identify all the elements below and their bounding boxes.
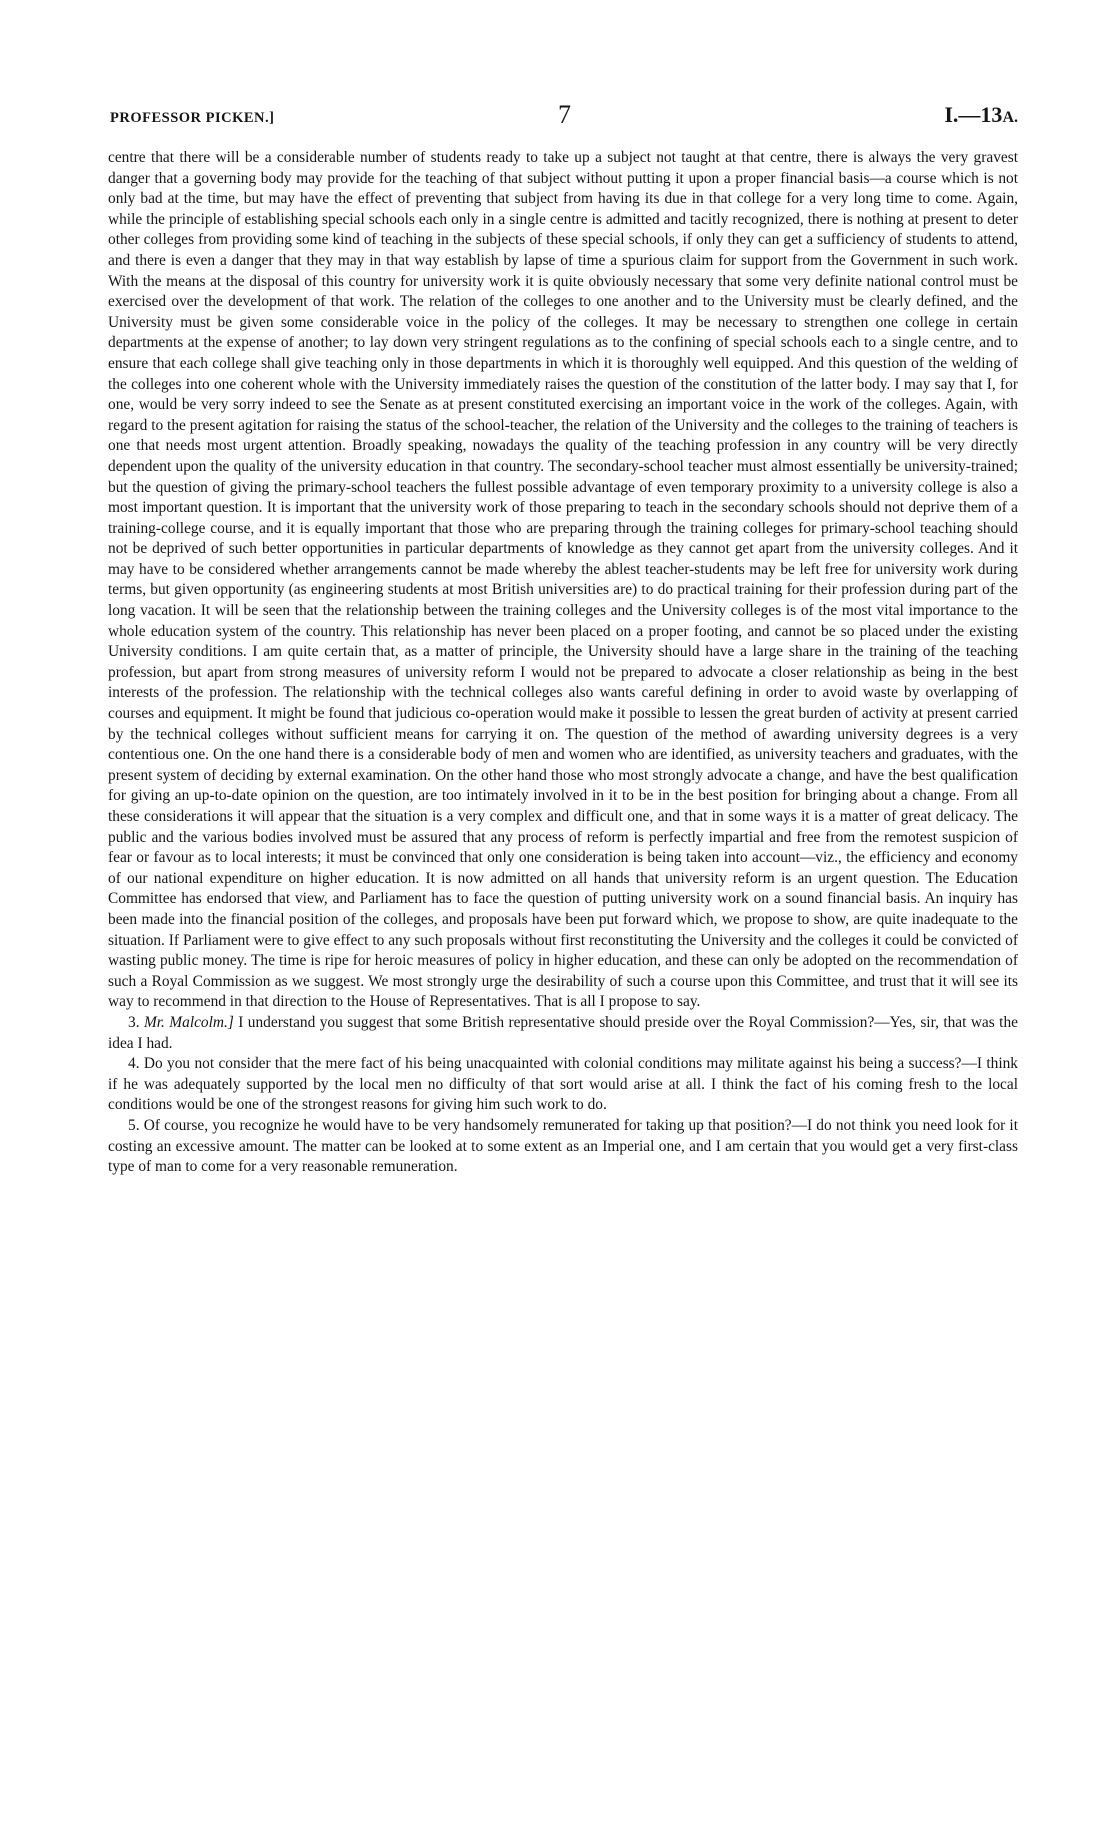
- document-reference-main: I.—13: [944, 102, 1003, 127]
- running-header: [108, 96, 1018, 136]
- qa-item: [108, 1054, 1018, 1116]
- qa-item: [108, 1013, 1018, 1054]
- qa-item: [108, 1116, 1018, 1178]
- main-paragraph: centre that there will be a considerable number of students ready to take up a subject not taught at that centre, there is always the very gravest danger that a governing body may provide for the teaching of that subject without putting it upon a proper financial basis—a course which is not only bad at the time, but may have the effect of preventing that subject from having its due in that college for a very long time to come. Again, while the principle of establishing special schools each only in a single centre is admitted and tacitly recognized, there is nothing at present to deter other colleges from providing some kind of teaching in the subjects of these special schools, if only they can get a sufficiency of students to attend, and there is even a danger that they may in that way establish by lapse of time a spurious claim for support from the Government in such work. With the means at the disposal of this country for university work it is quite obviously necessary that some very definite national control must be exercised over the development of that work. The relation of the colleges to one another and to the University must be clearly defined, and the University must be given some considerable voice in the policy of the colleges. It may be necessary to strengthen one college in certain departments at the expense of another; to lay down very stringent regulations as to the confining of special schools each to a single centre, and to ensure that each college shall give teaching only in those departments in which it is thoroughly well equipped. And this question of the welding of the colleges into one coherent whole with the University immediately raises the question of the constitution of the latter body. I may say that I, for one, would be very sorry indeed to see the Senate as at present constituted exercising an important voice in the work of the colleges. Again, with regard to the present agitation for raising the status of the school-teacher, the relation of the University and the colleges to the training of teachers is one that needs most urgent attention. Broadly speaking, nowadays the quality of the teaching profession in any country will be very directly dependent upon the quality of the university education in that country. The secondary-school teacher must almost essentially be university-trained; but the question of giving the primary-school teachers the fullest possible advantage of even temporary proximity to a university college is also a most important question. It is important that the university work of those preparing to teach in the secondary schools should not deprive them of a training-college course, and it is equally important that those who are preparing through the training colleges for primary-school teaching should not be deprived of such better opportunities in particular departments of knowledge as they cannot get apart from the university colleges. And it may have to be considered whether arrangements cannot be made whereby the ablest teacher-students may be left free for university work during terms, but given opportunity (as engineering students at most British universities are) to do practical training for their profession during part of the long vacation. It will be seen that the relationship between the training colleges and the University colleges is of the most vital importance to the whole education system of the country. This relationship has never been placed on a proper footing, and cannot be so placed under the existing University conditions. I am quite certain that, as a matter of principle, the University should have a large share in the training of the teaching profession, but apart from strong measures of university reform I would not be prepared to advocate a closer relationship as being in the best interests of the profession. The relationship with the technical colleges also wants careful defining in order to avoid waste by overlapping of courses and equipment. It might be found that judicious co-operation would make it possible to lessen the great burden of activity at present carried by the technical colleges without sufficient means for carrying it on. The question of the method of awarding university degrees is a very contentious one. On the one hand there is a considerable body of men and women who are identified, as university teachers and graduates, with the present system of deciding by external examination. On the other hand those who most strongly advocate a change, and have the best qualification for giving an up-to-date opinion on the question, are too intimately involved in it to be in the best position for bringing about a change. From all these considerations it will appear that the situation is a very complex and difficult one, and that in some ways it is a matter of great delicacy. The public and the various bodies involved must be assured that any process of reform is perfectly impartial and free from the remotest suspicion of fear or favour as to local interests; it must be convinced that only one consideration is being taken into account—viz., the efficiency and economy of our national expenditure on higher education. It is now admitted on all hands that university reform is an urgent question. The Education Committee has endorsed that view, and Parliament has to face the question of putting university work on a sound financial basis. An inquiry has been made into the financial position of the colleges, and proposals have been put forward which, we propose to show, are quite inadequate to the situation. If Parliament were to give effect to any such proposals without first reconstituting the University and the colleges it could be convicted of wasting public money. The time is ripe for heroic measures of policy in higher education, and these can only be adopted on the recommendation of such a Royal Commission as we suggest. We most strongly urge the desirability of such a course upon this Committee, and trust that it will see its way to recommend in that direction to the House of Representatives. That is all I propose to say.: [108, 149, 1018, 1011]
- document-reference: [944, 102, 1018, 128]
- qa-text: I understand you suggest that some British representative should preside over the Royal Commission?—Yes, sir, that was the idea I had.: [108, 1013, 1018, 1052]
- page-number: 7: [558, 100, 571, 129]
- qa-text: Of course, you recognize he would have to be very handsomely remunerated for taking up that position?—I do not think you need look for it costing an excessive amount. The matter can be looked at to some extent as an Imperial one, and I am certain that you would get a very first-class type of man to come for a very reasonable remuneration.: [108, 1116, 1018, 1176]
- header-speaker-name: PROFESSOR PICKEN.]: [110, 110, 275, 126]
- qa-number: 4.: [128, 1055, 140, 1073]
- qa-speaker: Mr. Malcolm.]: [143, 1013, 234, 1031]
- body-text: [108, 148, 1018, 1178]
- qa-text: Do you not consider that the mere fact of his being unacquainted with colonial conditions may militate against his being a success?—I think if he was adequately supported by the local men no difficulty of that sort would arise at all. I think the fact of his coming fresh to the local conditions would be one of the strongest reasons for giving him such work to do.: [108, 1055, 1018, 1114]
- document-reference-suffix: A.: [1002, 109, 1018, 126]
- qa-number: 5.: [128, 1116, 140, 1134]
- qa-number: 3.: [128, 1013, 140, 1031]
